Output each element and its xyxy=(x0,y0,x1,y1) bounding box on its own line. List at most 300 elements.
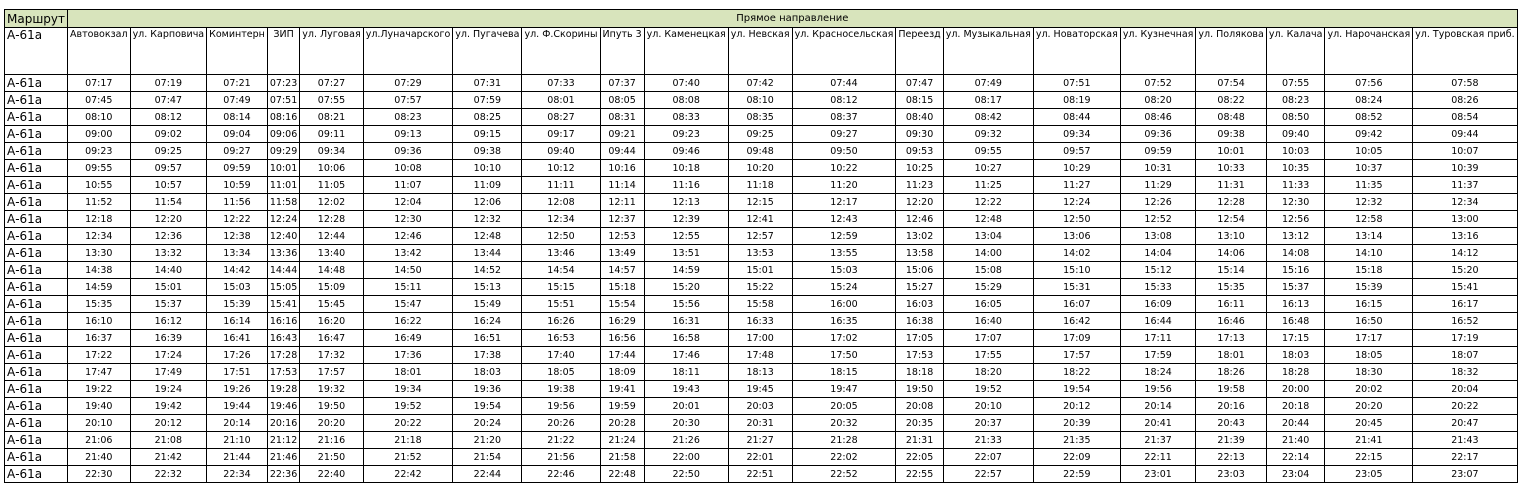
time-cell: 15:35 xyxy=(1196,279,1266,296)
time-cell: 10:18 xyxy=(644,160,728,177)
time-cell: 19:56 xyxy=(1120,381,1196,398)
time-cell: 09:32 xyxy=(943,126,1033,143)
time-cell: 14:00 xyxy=(943,245,1033,262)
time-cell: 07:29 xyxy=(363,75,453,92)
time-cell: 20:05 xyxy=(792,398,896,415)
time-cell: 22:44 xyxy=(453,466,522,483)
time-cell: 11:54 xyxy=(130,194,207,211)
time-cell: 20:22 xyxy=(1413,398,1517,415)
time-cell: 13:36 xyxy=(267,245,299,262)
time-cell: 09:55 xyxy=(68,160,131,177)
time-cell: 09:50 xyxy=(792,143,896,160)
time-cell: 20:01 xyxy=(644,398,728,415)
time-cell: 14:57 xyxy=(600,262,644,279)
time-cell: 09:53 xyxy=(896,143,943,160)
time-cell: 09:38 xyxy=(453,143,522,160)
table-row xyxy=(5,177,1518,194)
time-cell: 21:58 xyxy=(600,449,644,466)
time-cell: 21:26 xyxy=(644,432,728,449)
time-cell: 22:36 xyxy=(267,466,299,483)
table-row xyxy=(5,194,1518,211)
table-row xyxy=(5,449,1518,466)
time-cell: 16:15 xyxy=(1325,296,1413,313)
time-cell: 12:54 xyxy=(1196,211,1266,228)
time-cell: 17:15 xyxy=(1266,330,1325,347)
time-cell: 15:13 xyxy=(453,279,522,296)
time-cell: 09:23 xyxy=(644,126,728,143)
time-cell: 09:48 xyxy=(728,143,792,160)
time-cell: 21:46 xyxy=(267,449,299,466)
time-cell: 16:05 xyxy=(943,296,1033,313)
time-cell: 16:14 xyxy=(207,313,268,330)
route-cell: А-61а xyxy=(5,313,68,330)
time-cell: 16:52 xyxy=(1413,313,1517,330)
time-cell: 18:05 xyxy=(1325,347,1413,364)
time-cell: 20:04 xyxy=(1413,381,1517,398)
table-row xyxy=(5,109,1518,126)
time-cell: 08:54 xyxy=(1413,109,1517,126)
time-cell: 17:48 xyxy=(728,347,792,364)
time-cell: 20:02 xyxy=(1325,381,1413,398)
time-cell: 09:55 xyxy=(943,143,1033,160)
time-cell: 18:28 xyxy=(1266,364,1325,381)
time-cell: 16:33 xyxy=(728,313,792,330)
time-cell: 07:27 xyxy=(300,75,363,92)
time-cell: 09:34 xyxy=(300,143,363,160)
time-cell: 20:43 xyxy=(1196,415,1266,432)
time-cell: 19:46 xyxy=(267,398,299,415)
time-cell: 12:46 xyxy=(363,228,453,245)
time-cell: 20:35 xyxy=(896,415,943,432)
time-cell: 10:35 xyxy=(1266,160,1325,177)
time-cell: 16:40 xyxy=(943,313,1033,330)
time-cell: 07:37 xyxy=(600,75,644,92)
time-cell: 16:51 xyxy=(453,330,522,347)
time-cell: 07:23 xyxy=(267,75,299,92)
time-cell: 19:32 xyxy=(300,381,363,398)
time-cell: 22:59 xyxy=(1033,466,1120,483)
time-cell: 22:02 xyxy=(792,449,896,466)
time-cell: 12:57 xyxy=(728,228,792,245)
time-cell: 09:57 xyxy=(1033,143,1120,160)
time-cell: 13:16 xyxy=(1413,228,1517,245)
time-cell: 10:03 xyxy=(1266,143,1325,160)
time-cell: 20:28 xyxy=(600,415,644,432)
time-cell: 11:20 xyxy=(792,177,896,194)
time-cell: 13:04 xyxy=(943,228,1033,245)
time-cell: 07:52 xyxy=(1120,75,1196,92)
time-cell: 22:09 xyxy=(1033,449,1120,466)
time-cell: 15:06 xyxy=(896,262,943,279)
time-cell: 21:28 xyxy=(792,432,896,449)
time-cell: 10:55 xyxy=(68,177,131,194)
time-cell: 11:16 xyxy=(644,177,728,194)
time-cell: 13:51 xyxy=(644,245,728,262)
time-cell: 18:32 xyxy=(1413,364,1517,381)
time-cell: 11:31 xyxy=(1196,177,1266,194)
time-cell: 18:24 xyxy=(1120,364,1196,381)
time-cell: 14:06 xyxy=(1196,245,1266,262)
time-cell: 20:20 xyxy=(1325,398,1413,415)
time-cell: 09:23 xyxy=(68,143,131,160)
route-cell: А-61а xyxy=(5,92,68,109)
time-cell: 07:59 xyxy=(453,92,522,109)
time-cell: 12:58 xyxy=(1325,211,1413,228)
table-row xyxy=(5,381,1518,398)
stop-header: ул. Полякова xyxy=(1196,28,1266,75)
time-cell: 16:16 xyxy=(267,313,299,330)
table-row xyxy=(5,330,1518,347)
stop-header: ул. Ф.Скорины xyxy=(522,28,600,75)
time-cell: 07:49 xyxy=(943,75,1033,92)
time-cell: 10:33 xyxy=(1196,160,1266,177)
time-cell: 22:14 xyxy=(1266,449,1325,466)
time-cell: 12:20 xyxy=(130,211,207,228)
timetable-body xyxy=(5,75,1518,483)
time-cell: 09:34 xyxy=(1033,126,1120,143)
route-cell: А-61а xyxy=(5,279,68,296)
time-cell: 08:25 xyxy=(453,109,522,126)
time-cell: 13:34 xyxy=(207,245,268,262)
time-cell: 16:35 xyxy=(792,313,896,330)
time-cell: 17:11 xyxy=(1120,330,1196,347)
time-cell: 19:42 xyxy=(130,398,207,415)
time-cell: 15:12 xyxy=(1120,262,1196,279)
time-cell: 22:13 xyxy=(1196,449,1266,466)
table-row xyxy=(5,211,1518,228)
time-cell: 21:31 xyxy=(896,432,943,449)
time-cell: 12:48 xyxy=(453,228,522,245)
time-cell: 22:32 xyxy=(130,466,207,483)
time-cell: 15:31 xyxy=(1033,279,1120,296)
time-cell: 21:52 xyxy=(363,449,453,466)
time-cell: 15:39 xyxy=(1325,279,1413,296)
time-cell: 12:15 xyxy=(728,194,792,211)
time-cell: 13:44 xyxy=(453,245,522,262)
time-cell: 20:41 xyxy=(1120,415,1196,432)
time-cell: 09:11 xyxy=(300,126,363,143)
time-cell: 16:46 xyxy=(1196,313,1266,330)
time-cell: 21:22 xyxy=(522,432,600,449)
time-cell: 14:02 xyxy=(1033,245,1120,262)
route-cell: А-61а xyxy=(5,126,68,143)
time-cell: 19:47 xyxy=(792,381,896,398)
table-row xyxy=(5,364,1518,381)
stop-header: ЗИП xyxy=(267,28,299,75)
time-cell: 22:34 xyxy=(207,466,268,483)
time-cell: 22:30 xyxy=(68,466,131,483)
table-row xyxy=(5,75,1518,92)
time-cell: 08:12 xyxy=(130,109,207,126)
stop-header: ул. Каменецкая xyxy=(644,28,728,75)
time-cell: 22:48 xyxy=(600,466,644,483)
time-cell: 11:18 xyxy=(728,177,792,194)
time-cell: 15:22 xyxy=(728,279,792,296)
time-cell: 22:07 xyxy=(943,449,1033,466)
time-cell: 11:27 xyxy=(1033,177,1120,194)
stop-header: ул. Красносельская xyxy=(792,28,896,75)
time-cell: 19:36 xyxy=(453,381,522,398)
time-cell: 13:12 xyxy=(1266,228,1325,245)
time-cell: 12:46 xyxy=(896,211,943,228)
stop-header: ул.Луначарского xyxy=(363,28,453,75)
time-cell: 14:59 xyxy=(644,262,728,279)
time-cell: 12:18 xyxy=(68,211,131,228)
stop-header: ул. Музыкальная xyxy=(943,28,1033,75)
time-cell: 16:49 xyxy=(363,330,453,347)
time-cell: 08:27 xyxy=(522,109,600,126)
time-cell: 17:24 xyxy=(130,347,207,364)
time-cell: 12:56 xyxy=(1266,211,1325,228)
time-cell: 13:10 xyxy=(1196,228,1266,245)
time-cell: 08:22 xyxy=(1196,92,1266,109)
route-subheader: А-61а xyxy=(5,28,68,75)
time-cell: 15:51 xyxy=(522,296,600,313)
time-cell: 15:18 xyxy=(600,279,644,296)
time-cell: 12:24 xyxy=(1033,194,1120,211)
time-cell: 16:03 xyxy=(896,296,943,313)
time-cell: 10:39 xyxy=(1413,160,1517,177)
route-cell: А-61а xyxy=(5,415,68,432)
time-cell: 15:29 xyxy=(943,279,1033,296)
time-cell: 18:15 xyxy=(792,364,896,381)
route-cell: А-61а xyxy=(5,177,68,194)
time-cell: 15:18 xyxy=(1325,262,1413,279)
time-cell: 21:37 xyxy=(1120,432,1196,449)
time-cell: 22:01 xyxy=(728,449,792,466)
time-cell: 19:52 xyxy=(363,398,453,415)
time-cell: 09:36 xyxy=(363,143,453,160)
table-row xyxy=(5,228,1518,245)
table-row xyxy=(5,262,1518,279)
time-cell: 12:30 xyxy=(1266,194,1325,211)
time-cell: 15:56 xyxy=(644,296,728,313)
time-cell: 20:18 xyxy=(1266,398,1325,415)
time-cell: 14:44 xyxy=(267,262,299,279)
time-cell: 17:13 xyxy=(1196,330,1266,347)
time-cell: 13:53 xyxy=(728,245,792,262)
time-cell: 16:09 xyxy=(1120,296,1196,313)
time-cell: 08:10 xyxy=(68,109,131,126)
route-cell: А-61а xyxy=(5,296,68,313)
time-cell: 15:09 xyxy=(300,279,363,296)
time-cell: 22:57 xyxy=(943,466,1033,483)
time-cell: 16:24 xyxy=(453,313,522,330)
time-cell: 13:14 xyxy=(1325,228,1413,245)
time-cell: 17:07 xyxy=(943,330,1033,347)
time-cell: 21:08 xyxy=(130,432,207,449)
time-cell: 09:36 xyxy=(1120,126,1196,143)
table-row xyxy=(5,92,1518,109)
time-cell: 09:00 xyxy=(68,126,131,143)
stop-header: ул. Калача xyxy=(1266,28,1325,75)
stop-header: ул. Пугачева xyxy=(453,28,522,75)
time-cell: 17:49 xyxy=(130,364,207,381)
time-cell: 20:10 xyxy=(943,398,1033,415)
time-cell: 09:06 xyxy=(267,126,299,143)
time-cell: 21:35 xyxy=(1033,432,1120,449)
time-cell: 18:07 xyxy=(1413,347,1517,364)
time-cell: 11:52 xyxy=(68,194,131,211)
time-cell: 20:00 xyxy=(1266,381,1325,398)
time-cell: 15:33 xyxy=(1120,279,1196,296)
time-cell: 17:55 xyxy=(943,347,1033,364)
time-cell: 08:23 xyxy=(363,109,453,126)
time-cell: 19:41 xyxy=(600,381,644,398)
time-cell: 18:20 xyxy=(943,364,1033,381)
time-cell: 12:37 xyxy=(600,211,644,228)
time-cell: 17:53 xyxy=(267,364,299,381)
time-cell: 16:39 xyxy=(130,330,207,347)
time-cell: 12:53 xyxy=(600,228,644,245)
time-cell: 07:51 xyxy=(1033,75,1120,92)
time-cell: 21:40 xyxy=(68,449,131,466)
time-cell: 19:34 xyxy=(363,381,453,398)
stop-header: ул. Луговая xyxy=(300,28,363,75)
time-cell: 15:45 xyxy=(300,296,363,313)
table-row xyxy=(5,313,1518,330)
time-cell: 17:47 xyxy=(68,364,131,381)
time-cell: 07:58 xyxy=(1413,75,1517,92)
time-cell: 15:10 xyxy=(1033,262,1120,279)
time-cell: 21:20 xyxy=(453,432,522,449)
time-cell: 19:58 xyxy=(1196,381,1266,398)
time-cell: 15:16 xyxy=(1266,262,1325,279)
time-cell: 09:57 xyxy=(130,160,207,177)
time-cell: 11:05 xyxy=(300,177,363,194)
time-cell: 15:54 xyxy=(600,296,644,313)
time-cell: 16:47 xyxy=(300,330,363,347)
time-cell: 23:04 xyxy=(1266,466,1325,483)
time-cell: 15:37 xyxy=(130,296,207,313)
timetable xyxy=(4,9,1518,483)
time-cell: 17:26 xyxy=(207,347,268,364)
time-cell: 21:43 xyxy=(1413,432,1517,449)
time-cell: 17:44 xyxy=(600,347,644,364)
time-cell: 15:35 xyxy=(68,296,131,313)
stop-header: ул. Кузнечная xyxy=(1120,28,1196,75)
time-cell: 16:58 xyxy=(644,330,728,347)
time-cell: 17:28 xyxy=(267,347,299,364)
stops-header-row xyxy=(5,28,1518,75)
time-cell: 13:49 xyxy=(600,245,644,262)
time-cell: 12:50 xyxy=(522,228,600,245)
time-cell: 13:42 xyxy=(363,245,453,262)
time-cell: 09:29 xyxy=(267,143,299,160)
time-cell: 08:21 xyxy=(300,109,363,126)
time-cell: 15:39 xyxy=(207,296,268,313)
time-cell: 15:58 xyxy=(728,296,792,313)
time-cell: 21:40 xyxy=(1266,432,1325,449)
time-cell: 17:32 xyxy=(300,347,363,364)
time-cell: 19:50 xyxy=(896,381,943,398)
table-row xyxy=(5,398,1518,415)
time-cell: 18:13 xyxy=(728,364,792,381)
time-cell: 20:12 xyxy=(130,415,207,432)
time-cell: 09:59 xyxy=(207,160,268,177)
time-cell: 16:56 xyxy=(600,330,644,347)
time-cell: 07:55 xyxy=(1266,75,1325,92)
table-row xyxy=(5,466,1518,483)
time-cell: 07:56 xyxy=(1325,75,1413,92)
time-cell: 10:01 xyxy=(1196,143,1266,160)
time-cell: 15:15 xyxy=(522,279,600,296)
time-cell: 16:44 xyxy=(1120,313,1196,330)
time-cell: 09:21 xyxy=(600,126,644,143)
time-cell: 14:38 xyxy=(68,262,131,279)
time-cell: 20:32 xyxy=(792,415,896,432)
time-cell: 18:18 xyxy=(896,364,943,381)
time-cell: 21:18 xyxy=(363,432,453,449)
time-cell: 21:39 xyxy=(1196,432,1266,449)
time-cell: 16:22 xyxy=(363,313,453,330)
time-cell: 16:42 xyxy=(1033,313,1120,330)
time-cell: 08:31 xyxy=(600,109,644,126)
time-cell: 08:16 xyxy=(267,109,299,126)
time-cell: 16:48 xyxy=(1266,313,1325,330)
time-cell: 12:13 xyxy=(644,194,728,211)
time-cell: 16:38 xyxy=(896,313,943,330)
time-cell: 22:40 xyxy=(300,466,363,483)
time-cell: 08:08 xyxy=(644,92,728,109)
time-cell: 11:29 xyxy=(1120,177,1196,194)
time-cell: 15:37 xyxy=(1266,279,1325,296)
time-cell: 08:35 xyxy=(728,109,792,126)
route-column-header: Маршрут xyxy=(5,10,68,28)
time-cell: 20:08 xyxy=(896,398,943,415)
time-cell: 09:27 xyxy=(792,126,896,143)
time-cell: 22:42 xyxy=(363,466,453,483)
time-cell: 12:43 xyxy=(792,211,896,228)
time-cell: 11:01 xyxy=(267,177,299,194)
time-cell: 15:20 xyxy=(644,279,728,296)
time-cell: 07:51 xyxy=(267,92,299,109)
time-cell: 13:55 xyxy=(792,245,896,262)
time-cell: 20:30 xyxy=(644,415,728,432)
stop-header: ул. Новаторская xyxy=(1033,28,1120,75)
time-cell: 08:50 xyxy=(1266,109,1325,126)
route-cell: А-61а xyxy=(5,245,68,262)
time-cell: 12:04 xyxy=(363,194,453,211)
time-cell: 14:54 xyxy=(522,262,600,279)
time-cell: 10:31 xyxy=(1120,160,1196,177)
stop-header: ул. Карповича xyxy=(130,28,207,75)
stop-header: Коминтерн xyxy=(207,28,268,75)
time-cell: 13:46 xyxy=(522,245,600,262)
time-cell: 16:43 xyxy=(267,330,299,347)
time-cell: 15:01 xyxy=(130,279,207,296)
time-cell: 07:54 xyxy=(1196,75,1266,92)
time-cell: 07:42 xyxy=(728,75,792,92)
time-cell: 07:31 xyxy=(453,75,522,92)
time-cell: 07:57 xyxy=(363,92,453,109)
time-cell: 09:46 xyxy=(644,143,728,160)
time-cell: 10:37 xyxy=(1325,160,1413,177)
time-cell: 21:16 xyxy=(300,432,363,449)
time-cell: 14:48 xyxy=(300,262,363,279)
time-cell: 10:01 xyxy=(267,160,299,177)
time-cell: 12:38 xyxy=(207,228,268,245)
time-cell: 17:50 xyxy=(792,347,896,364)
route-cell: А-61а xyxy=(5,330,68,347)
time-cell: 14:59 xyxy=(68,279,131,296)
time-cell: 17:22 xyxy=(68,347,131,364)
time-cell: 12:28 xyxy=(300,211,363,228)
time-cell: 20:14 xyxy=(207,415,268,432)
time-cell: 09:59 xyxy=(1120,143,1196,160)
time-cell: 10:16 xyxy=(600,160,644,177)
direction-header: Прямое направление xyxy=(68,10,1518,28)
